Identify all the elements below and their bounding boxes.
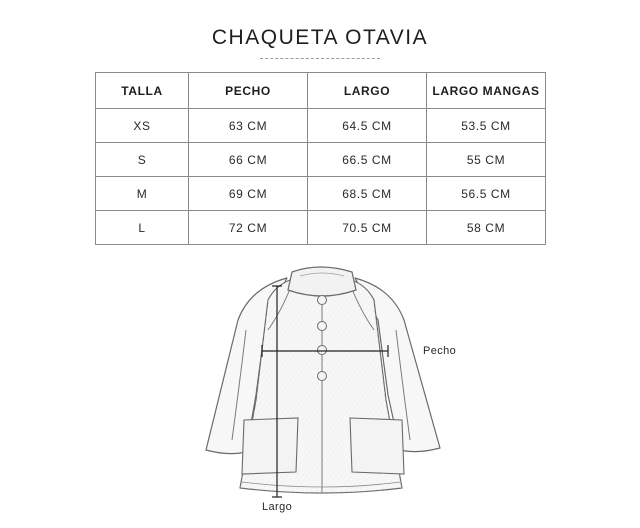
page-title: CHAQUETA OTAVIA — [211, 26, 429, 49]
cell-largo: 70.5 CM — [308, 211, 427, 245]
table-row — [96, 143, 546, 177]
header-largo-mangas: LARGO MANGAS — [427, 73, 546, 109]
jacket-illustration-icon — [0, 262, 640, 528]
cell-largo: 68.5 CM — [308, 177, 427, 211]
cell-pecho: 66 CM — [189, 143, 308, 177]
largo-label: Largo — [262, 501, 293, 513]
cell-pecho: 72 CM — [189, 211, 308, 245]
title-divider — [260, 58, 380, 59]
cell-pecho: 69 CM — [189, 177, 308, 211]
cell-talla: M — [96, 177, 189, 211]
table-row — [96, 109, 546, 143]
cell-talla: L — [96, 211, 189, 245]
cell-pecho: 63 CM — [189, 109, 308, 143]
cell-talla: XS — [96, 109, 189, 143]
size-table — [95, 72, 546, 245]
header-pecho: PECHO — [189, 73, 308, 109]
header-talla: TALLA — [96, 73, 189, 109]
cell-largo-mangas: 55 CM — [427, 143, 546, 177]
table-row — [96, 177, 546, 211]
pecho-label: Pecho — [423, 345, 457, 357]
cell-largo-mangas: 58 CM — [427, 211, 546, 245]
cell-largo-mangas: 53.5 CM — [427, 109, 546, 143]
cell-largo: 64.5 CM — [308, 109, 427, 143]
cell-largo: 66.5 CM — [308, 143, 427, 177]
table-row — [96, 211, 546, 245]
header-largo: LARGO — [308, 73, 427, 109]
table-header-row — [96, 73, 546, 109]
cell-talla: S — [96, 143, 189, 177]
cell-largo-mangas: 56.5 CM — [427, 177, 546, 211]
